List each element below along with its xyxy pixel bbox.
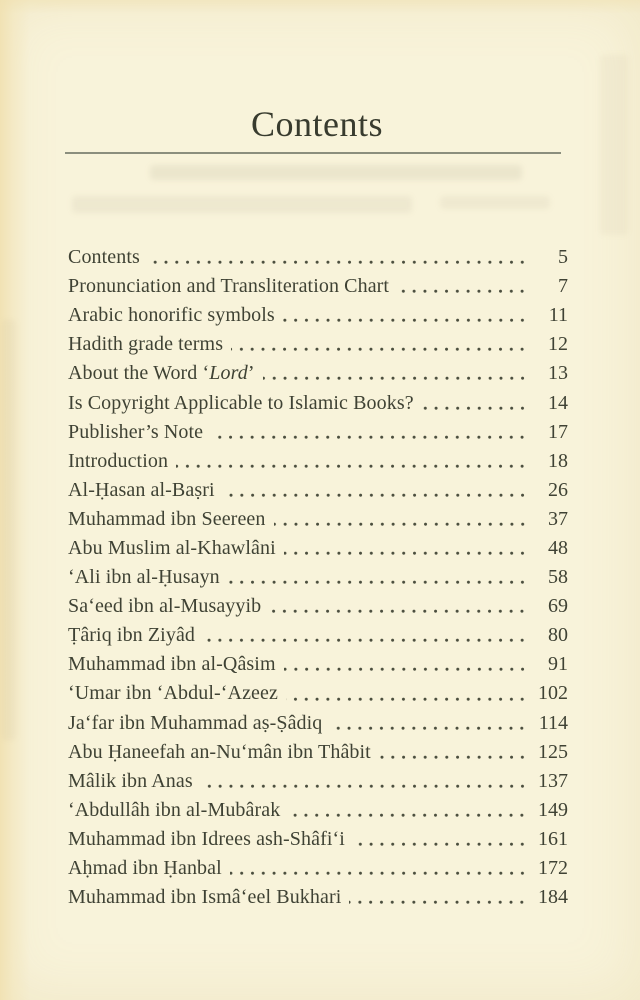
toc-entry-page-number: 18 [548, 449, 568, 472]
toc-entry [68, 709, 568, 738]
toc-entry-label: Aḥmad ibn Ḥanbal [68, 857, 222, 880]
toc-entry-label: Contents [68, 246, 140, 269]
toc-entry-label: Arabic honorific symbols [68, 304, 275, 327]
toc-entry [68, 679, 568, 708]
ink-bleed-artifact [2, 320, 16, 740]
toc-dot-leader [379, 755, 531, 761]
toc-entry-page-number: 14 [548, 391, 568, 414]
toc-entry-page-number: 13 [548, 362, 568, 385]
toc-entry-page-number: 69 [548, 595, 568, 618]
toc-entry [68, 388, 568, 417]
toc-dot-leader [223, 493, 531, 499]
toc-entry-label: Hadith grade terms [68, 333, 224, 356]
toc-entry [68, 447, 568, 476]
toc-dot-leader [148, 260, 531, 266]
toc-entry [68, 476, 568, 505]
toc-entry-page-number: 125 [538, 740, 568, 763]
toc-entry-label: Sa‘eed ibn al-Musayyib [68, 595, 262, 618]
toc-entry-page-number: 80 [548, 624, 568, 647]
ink-bleed-artifact [72, 196, 412, 213]
toc-entry [68, 767, 568, 796]
ink-bleed-artifact [600, 55, 628, 235]
toc-entry [68, 359, 568, 388]
toc-dot-leader [353, 842, 531, 848]
toc-dot-leader [211, 435, 531, 441]
toc-entry [68, 650, 568, 679]
toc-entry-label: Introduction [68, 449, 169, 472]
toc-entry-page-number: 48 [548, 536, 568, 559]
toc-entry-label: Muhammad ibn al-Qâsim [68, 653, 276, 676]
toc-entry [68, 621, 568, 650]
table-of-contents-list [68, 243, 568, 912]
toc-entry-page-number: 37 [548, 507, 568, 530]
toc-entry-page-number: 91 [548, 653, 568, 676]
toc-entry-page-number: 12 [548, 333, 568, 356]
toc-entry-label: Ṭâriq ibn Ziyâd [68, 624, 196, 647]
toc-entry-page-number: 184 [538, 886, 568, 909]
toc-entry-label: Mâlik ibn Anas [68, 769, 193, 792]
toc-entry [68, 330, 568, 359]
toc-entry-label: Ja‘far ibn Muhammad aṣ-Ṣâdiq [68, 711, 323, 734]
toc-entry-page-number: 7 [558, 275, 568, 298]
toc-dot-leader [263, 376, 531, 382]
toc-entry-label: Al-Ḥasan al-Baṣri [68, 478, 215, 501]
toc-entry-label: Muhammad ibn Ismâ‘eel Bukhari [68, 886, 342, 909]
toc-entry-page-number: 137 [538, 769, 568, 792]
toc-entry-label: Publisher’s Note [68, 420, 204, 443]
toc-dot-leader [176, 464, 531, 470]
toc-dot-leader [284, 551, 531, 557]
toc-entry [68, 592, 568, 621]
toc-dot-leader [203, 638, 531, 644]
toc-dot-leader [349, 900, 531, 906]
toc-entry-label: Pronunciation and Transliteration Chart [68, 275, 390, 298]
toc-dot-leader [422, 406, 531, 412]
toc-entry-label: Muhammad ibn Idrees ash-Shâfi‘i [68, 827, 345, 850]
toc-entry [68, 243, 568, 272]
toc-entry [68, 883, 568, 912]
toc-dot-leader [201, 784, 531, 790]
ink-bleed-artifact [150, 165, 522, 180]
toc-entry-page-number: 172 [538, 857, 568, 880]
toc-entry-label: ‘Ali ibn al-Ḥusayn [68, 566, 220, 589]
toc-entry [68, 796, 568, 825]
toc-entry-page-number: 114 [538, 711, 568, 734]
toc-entry-page-number: 102 [538, 682, 568, 705]
toc-dot-leader [231, 347, 531, 353]
toc-entry [68, 301, 568, 330]
toc-entry-page-number: 161 [538, 827, 568, 850]
toc-dot-leader [228, 580, 531, 586]
toc-dot-leader [230, 871, 531, 877]
toc-entry-page-number: 5 [558, 246, 568, 269]
page-title: Contents [250, 104, 383, 144]
toc-entry [68, 825, 568, 854]
toc-entry-label: ‘Abdullâh ibn al-Mubârak [68, 798, 281, 821]
toc-entry-label: Muhammad ibn Seereen [68, 507, 266, 530]
toc-entry [68, 563, 568, 592]
toc-dot-leader [274, 522, 532, 528]
toc-entry [68, 854, 568, 883]
toc-entry-page-number: 149 [538, 798, 568, 821]
toc-dot-leader [330, 726, 531, 732]
toc-dot-leader [269, 609, 531, 615]
ink-bleed-artifact [440, 196, 550, 209]
toc-entry-label: Abu Ḥaneefah an-Nu‘mân ibn Thâbit [68, 740, 371, 763]
toc-dot-leader [288, 813, 531, 819]
toc-entry-page-number: 17 [548, 420, 568, 443]
toc-entry [68, 738, 568, 767]
toc-dot-leader [284, 667, 531, 673]
toc-entry [68, 534, 568, 563]
toc-entry [68, 272, 568, 301]
toc-entry-label: Is Copyright Applicable to Islamic Books? [68, 391, 414, 414]
toc-entry [68, 418, 568, 447]
toc-entry-page-number: 26 [548, 478, 568, 501]
toc-entry [68, 505, 568, 534]
page-top-edge-shading [0, 0, 640, 14]
toc-dot-leader [397, 289, 531, 295]
toc-entry-label: Abu Muslim al-Khawlâni [68, 536, 276, 559]
title-divider-rule [65, 152, 561, 154]
toc-entry-page-number: 58 [548, 566, 568, 589]
toc-dot-leader [283, 318, 531, 324]
toc-entry-label: ‘Umar ibn ‘Abdul-‘Azeez [68, 682, 278, 705]
toc-dot-leader [286, 697, 531, 703]
toc-entry-page-number: 11 [548, 304, 568, 327]
toc-entry-label: About the Word ‘Lord’ [68, 362, 255, 385]
